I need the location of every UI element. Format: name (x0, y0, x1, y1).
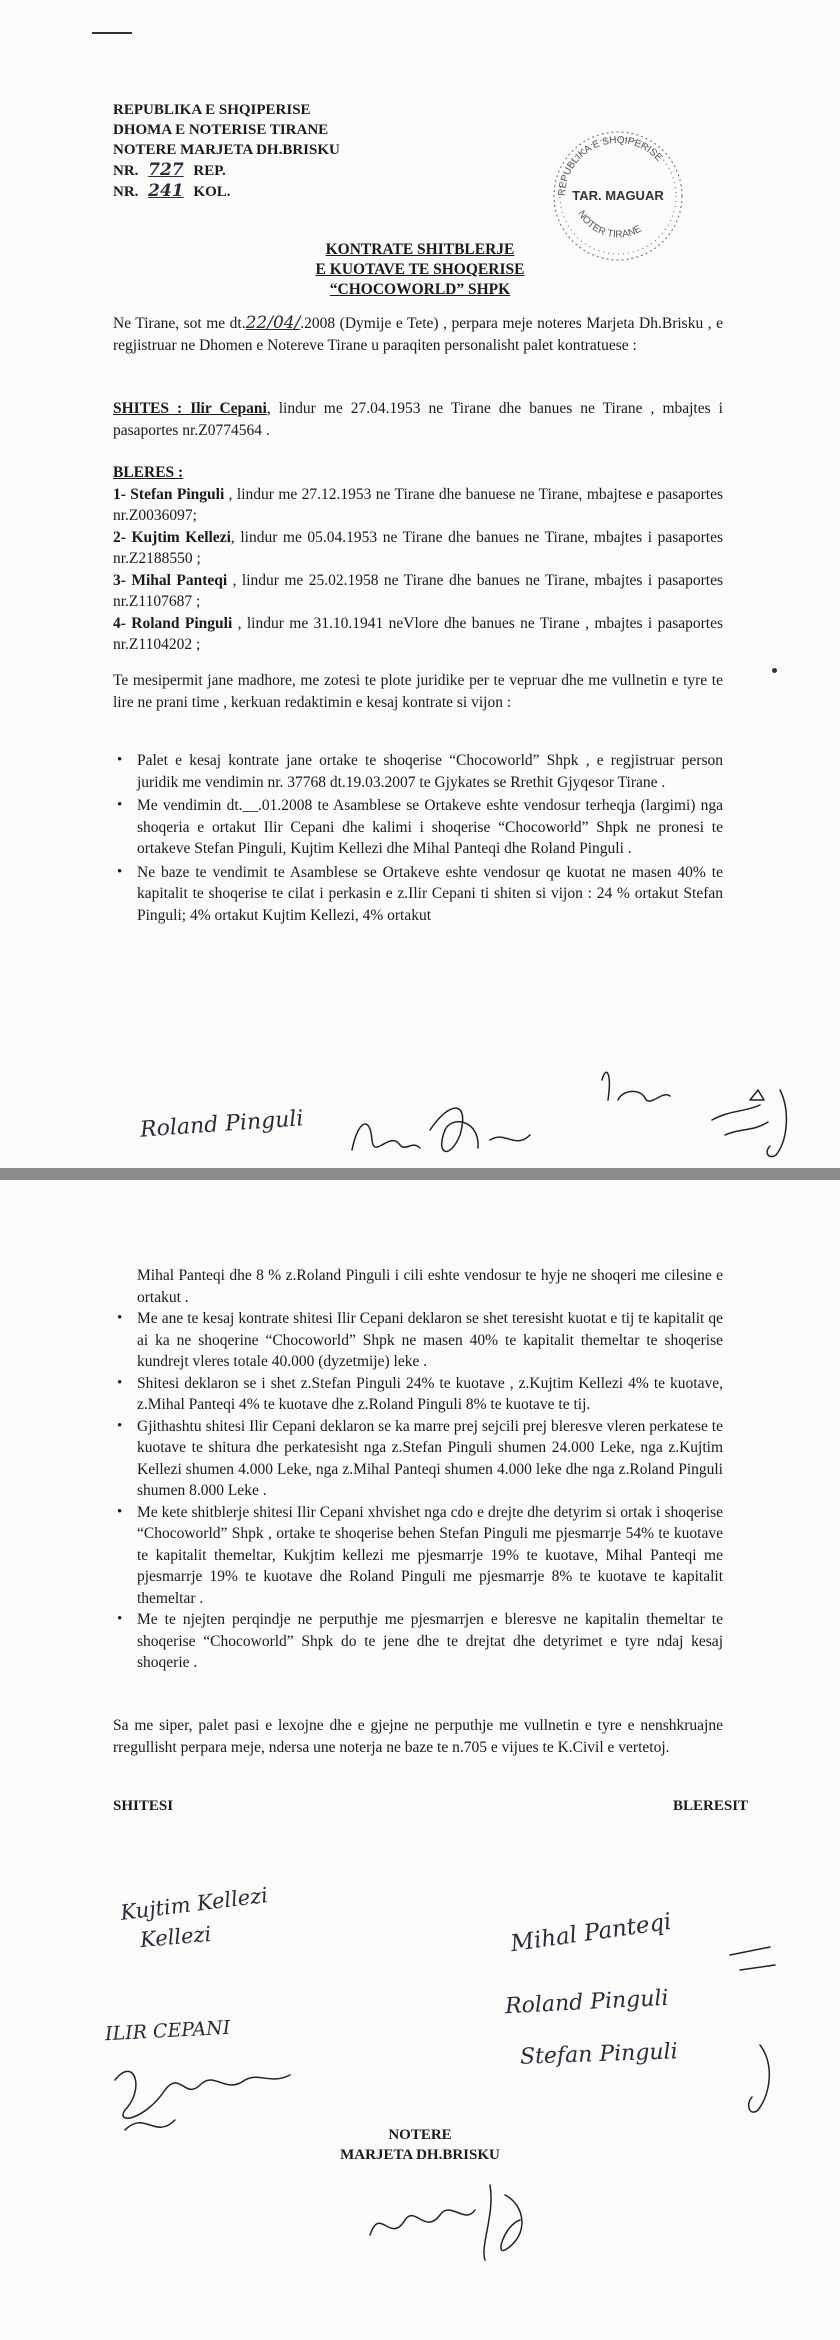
intro-paragraph: Ne Tirane, sot me dt.22/04/.2008 (Dymije e Tete) , perpara meje noteres Marjeta Dh.Brisku , e regjistruar ne Dhomen e Notereve Tirane u paraqiten personalisht palet kontratuese : (113, 313, 723, 354)
header-republic: REPUBLIKA E SHQIPERISE (113, 102, 311, 118)
header-notary: NOTERE MARJETA DH.BRISKU (113, 142, 340, 158)
terms-list-page-2 (117, 1308, 723, 1674)
buyers-signature-marks (720, 1925, 790, 2125)
notary-block (0, 2125, 840, 2165)
svg-text:NOTER TIRANE (575, 209, 643, 241)
seller-label: SHITES : Ilir Cepani (113, 400, 267, 417)
stamp-bottom-text: NOTER TIRANE (575, 208, 644, 241)
page-1-signatures (340, 1060, 800, 1170)
document-page-2 (0, 1180, 840, 2340)
buyer-2: 2- Kujtim Kellezi, lindur me 05.04.1953 ne Tirane dhe banues ne Tirane, mbajtes i pasaportes nr.Z2188550 ; (113, 528, 723, 567)
notary-label: NOTERE (388, 2127, 452, 2143)
stamp-middle-text: TAR. MAGUAR (572, 188, 664, 203)
seller-paragraph: SHITES : Ilir Cepani, lindur me 27.04.1953 ne Tirane dhe banues ne Tirane , mbajtes i pasaportes nr.Z0774564 . (113, 400, 723, 439)
term-7: • Me kete shitblerje shitesi Ilir Cepani xhvishet nga cdo e drejte dhe detyrim si ortak i shoqerise “Chocoworld” Shpk , ortake te shoqerise behen Stefan Pinguli me pjesmarrje 54% te kuotave te kapitalit themeltar, Kukjtim kellezi me pjesmarrje 19% te kuotave, Mihal Panteqi me pjesmarrje 19% te kuotave dhe Roland Pinguli me pjesmarrje 8% te kuotave te kapitalit themeltar . (117, 1503, 723, 1607)
handwritten-kellezi: Kellezi (139, 1921, 213, 1953)
buyers-section (113, 462, 723, 656)
signature-name-roland: Roland Pinguli (139, 1106, 305, 1143)
term-4: • Me ane te kesaj kontrate shitesi Ilir Cepani deklaron se shet teresisht kuotat e tij te kapitalit qe ai ka ne shoqerine “Chocoworld” Shpk ne masen 40% te kapitalit themeltar te shoqerise kundrejt vleres totale 40.000 (dyzetmije) leke . (117, 1310, 723, 1370)
handwritten-date: 22/04/ (245, 313, 301, 333)
handwritten-stefan: Stefan Pinguli (519, 2039, 679, 2070)
buyers-label: BLERES : (113, 464, 184, 481)
terms-list-page-1 (117, 750, 723, 926)
buyer-4: 4- Roland Pinguli , lindur me 31.10.1941 neVlore dhe banues ne Tirane , mbajtes i pasaportes nr.Z1104202 ; (113, 614, 723, 653)
kol-number: NR. 241 KOL. (113, 181, 231, 201)
closing-paragraph: Sa me siper, palet pasi e lexojne dhe e gjejne ne perputhje me vullnetin e tyre e nenshkruajne rregullisht perpara meje, ndersa une noterja ne baze te n.705 e vijues te K.Civil e vertetoj. (113, 1717, 723, 1756)
title-line-3: “CHOCOWORLD” SHPK (329, 281, 511, 298)
rep-number: NR. 727 REP. (113, 160, 226, 180)
document-page-1 (0, 0, 840, 1168)
buyers-signature-label: BLERESIT (673, 1798, 749, 1814)
handwritten-roland: Roland Pinguli (504, 1985, 670, 2020)
term-2: • Me vendimin dt.__.01.2008 te Asamblese se Ortakeve eshte vendosur terheqja (largimi) nga shoqeria e ortakut Ilir Cepani dhe kalimi i shoqerise “Chocoworld” Shpk ne pronesi te ortakeve Stefan Pinguli, Kujtim Kellezi dhe Mihal Panteqi dhe Roland Pinguli . (117, 797, 723, 857)
handwritten-mihal: Mihal Panteqi (508, 1908, 674, 1958)
scan-mark (92, 32, 132, 34)
term-6: • Gjithashtu shitesi Ilir Cepani deklaron se ka marre prej sejcili prej bleresve vleren perkatese te kuotave te shitura dhe perkatesisht nga z.Stefan Pinguli shumen 24.000 Leke, nga z.Kujtim Kellezi shumen 4.000 Leke, nga z.Mihal Panteqi shumen 4.000 leke dhe nga z.Roland Pinguli shumen 8.000 Leke . (117, 1417, 723, 1499)
term-3: • Ne baze te vendimit te Asamblese se Ortakeve eshte vendosur qe kuotat ne masen 40% te kapitalit te shoqerise te cilat i perkasin e z.Ilir Cepani ti shiten si vijon : 24 % ortakut Stefan Pinguli; 4% ortakut Kujtim Kellezi, 4% ortakut (117, 863, 723, 924)
header-chamber: DHOMA E NOTERISE TIRANE (113, 122, 329, 138)
scan-dot (772, 668, 777, 673)
seller-signature-label: SHITESI (113, 1798, 174, 1814)
term-8: • Me te njejten perqindje ne perputhje me pjesmarrjen e bleresve ne kapitalin themeltar te shoqerise “Chocoworld” Shpk do te jene dhe te drejtat dhe detyrimet e tyre ndaj kesaj shoqerie . (117, 1611, 723, 1671)
term-5: • Shitesi deklaron se i shet z.Stefan Pinguli 24% te kuotave , z.Kujtim Kellezi 4% te kuotave, z.Mihal Panteqi 4% te kuotave dhe z.Roland Pinguli 8% te kuotave te tij. (117, 1374, 723, 1413)
stamp-top-text: REPUBLIKA E SHQIPERISE (556, 134, 665, 197)
notary-name: MARJETA DH.BRISKU (340, 2147, 500, 2163)
parties-paragraph: Te mesipermit jane madhore, me zotesi te plote juridike per te vepruar dhe me vullnetin e tyre te lire ne prani time , kerkuan redaktimin e kesaj kontrate si vijon : (113, 672, 723, 711)
handwritten-ilir-cepani: ILIR CEPANI (104, 2016, 231, 2046)
buyer-3: 3- Mihal Panteqi , lindur me 25.02.1958 ne Tirane dhe banues ne Tirane, mbajtes i pasaportes nr.Z1107687 ; (113, 571, 723, 610)
notary-signature (355, 2165, 555, 2265)
continuation-text: Mihal Panteqi dhe 8 % z.Roland Pinguli i cili eshte vendosur te hyje ne shoqeri me cilesine e ortakut . (137, 1267, 723, 1306)
buyer-1: 1- Stefan Pinguli , lindur me 27.12.1953 ne Tirane dhe banuese ne Tirane, mbajtese e pasaportes nr.Z0036097; (113, 485, 723, 524)
document-header (113, 100, 340, 202)
handwritten-kujtim: Kujtim Kellezi (119, 1883, 270, 1925)
contract-title (0, 240, 840, 300)
title-line-2: E KUOTAVE TE SHOQERISE (315, 261, 525, 278)
term-1: • Palet e kesaj kontrate jane ortake te shoqerise “Chocoworld” Shpk , e regjistruar person juridik me vendimin nr. 37768 dt.19.03.2007 te Gjykates se Rrethit Gjyqesor Tirane . (117, 752, 723, 791)
title-line-1: KONTRATE SHITBLERJE (325, 241, 515, 258)
